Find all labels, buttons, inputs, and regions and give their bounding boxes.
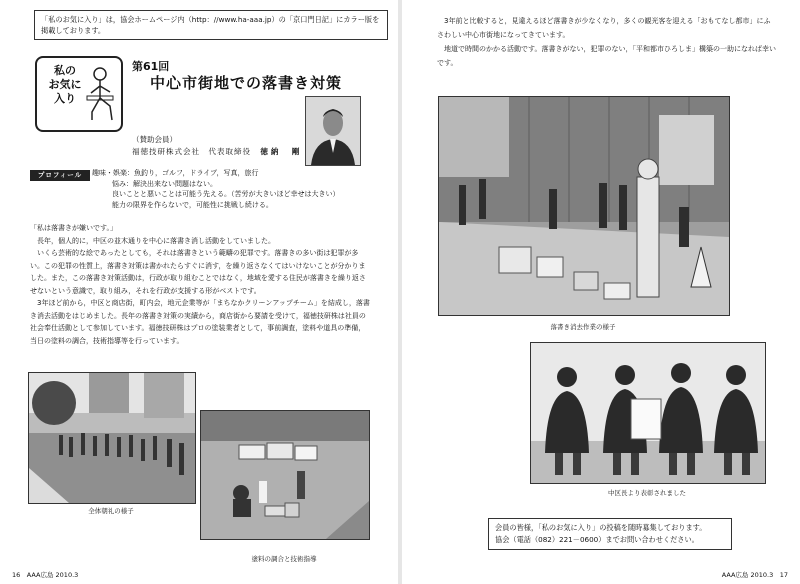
body-paragraph: 長年，個人的に，中区の並木通りを中心に落書き消し活動をしていました。 <box>37 236 275 245</box>
article-body <box>30 222 370 347</box>
seated-figure-icon <box>84 66 116 124</box>
paint-mixing-photo <box>200 410 370 540</box>
author-portrait <box>305 96 361 166</box>
watashi-no-okiniiri-badge <box>35 56 123 132</box>
profile-line: 趣味・娯楽：魚釣り，ゴルフ，ドライブ，写真，旅行 <box>92 169 259 177</box>
sponsor-person <box>132 146 302 158</box>
left-page <box>0 0 398 584</box>
sponsor-company: 福徳技研株式会社 代表取締役 <box>132 147 251 156</box>
graffiti-removal-photo <box>438 96 730 316</box>
body-paragraph: 3年前と比較すると，見違えるほど落書きが少なくなり，多くの観光客を迎える「おもてなし都市」にふさわしい中心市街地になってきています。 <box>437 17 771 39</box>
submission-contact-box <box>488 518 732 550</box>
badge-line-1: 私の <box>54 64 76 77</box>
right-footer: AAA広島 2010.3 17 <box>721 571 788 579</box>
article-title: 中心市街地での落書き対策 <box>150 74 343 92</box>
paint-mixing-caption: 塗料の調合と技術指導 <box>251 555 317 563</box>
left-footer: 16 AAA広島 2010.3 <box>12 571 79 579</box>
profile-line: 良いことと悪いことは可能う先える。（苦労が大きいほど幸せは大きい） <box>112 190 340 198</box>
sponsor-role: （賛助会員） <box>132 135 177 144</box>
award-ceremony-photo <box>530 342 766 484</box>
graffiti-removal-image <box>439 97 729 315</box>
profile-text <box>92 168 362 210</box>
contact-line-2: 協会（電話（082）221－0600）までお問い合わせください。 <box>495 535 699 544</box>
body-paragraph: 3年ほど前から，中区と商店街，町内会，地元企業等が「まちなかクリーンアップチーム」を結成し，落書き消去活動をはじめました。長年の落書き対策の実績から，商店街から要請を受けて，福徳技研株は社員の社会奉仕活動として参加しています。福徳技研株はプロの塗装業者として，事前調査，塗料や道具の準備，当日の塗料の調合，技術指導等を行っています。 <box>30 299 370 345</box>
body-paragraph: 地道で時間のかかる活動です。落書きがない，犯罪のない，「平和都市ひろしま」構築の一助になれば幸いです。 <box>437 45 776 67</box>
profile-line: 悩み：解決出来ない問題はない。 <box>112 179 217 188</box>
profile-label: プロフィール <box>30 170 90 181</box>
paint-mixing-image <box>201 411 369 539</box>
notice-box: 「私のお気に入り」は，協会ホームページ内（http：//www.ha-aaa.jp）の「京口門日記」にカラー版を掲載しております。 <box>34 10 388 40</box>
badge-line-2: お気に <box>48 78 82 91</box>
badge-line-3: 入り <box>54 92 76 105</box>
contact-line-1: 会員の皆様，「私のお気に入り」の投稿を随時募集しております。 <box>495 523 707 532</box>
morning-assembly-caption: 全体朝礼の様子 <box>88 507 134 515</box>
badge-text <box>43 64 87 106</box>
award-ceremony-image <box>531 343 765 483</box>
sponsor-name: 徳納 剛 <box>260 147 303 156</box>
body-paragraph: いくら芸術的な絵であったとしても，それは落書きという範疇の犯罪です。落書きの多い街は犯罪が多い。この犯罪の性質上，落書き対策は書かれたらすぐに消す，を繰り返さなくてはいけないことが分かりました。また，この落書き対策活動は，行政が取り組むことではなく，地域を愛する住民が落書きを繰り返させないという意識で，取り組み，それを行政が支援する形がベストです。 <box>30 249 366 295</box>
sponsor-info <box>132 134 302 158</box>
body-paragraph: 「私は落書きが嫌いです。」 <box>30 224 117 232</box>
right-body <box>437 14 777 70</box>
series-number: 第61回 <box>132 60 170 73</box>
author-portrait-image <box>306 97 360 165</box>
morning-assembly-photo <box>28 372 196 504</box>
profile-line: 能力の限界を作らないで，可能性に挑戦し続ける。 <box>112 200 273 209</box>
graffiti-removal-caption: 落書き消去作業の様子 <box>550 323 616 331</box>
morning-assembly-image <box>29 373 195 503</box>
award-ceremony-caption: 中区長より表彰されました <box>608 489 686 497</box>
right-page <box>402 0 800 584</box>
